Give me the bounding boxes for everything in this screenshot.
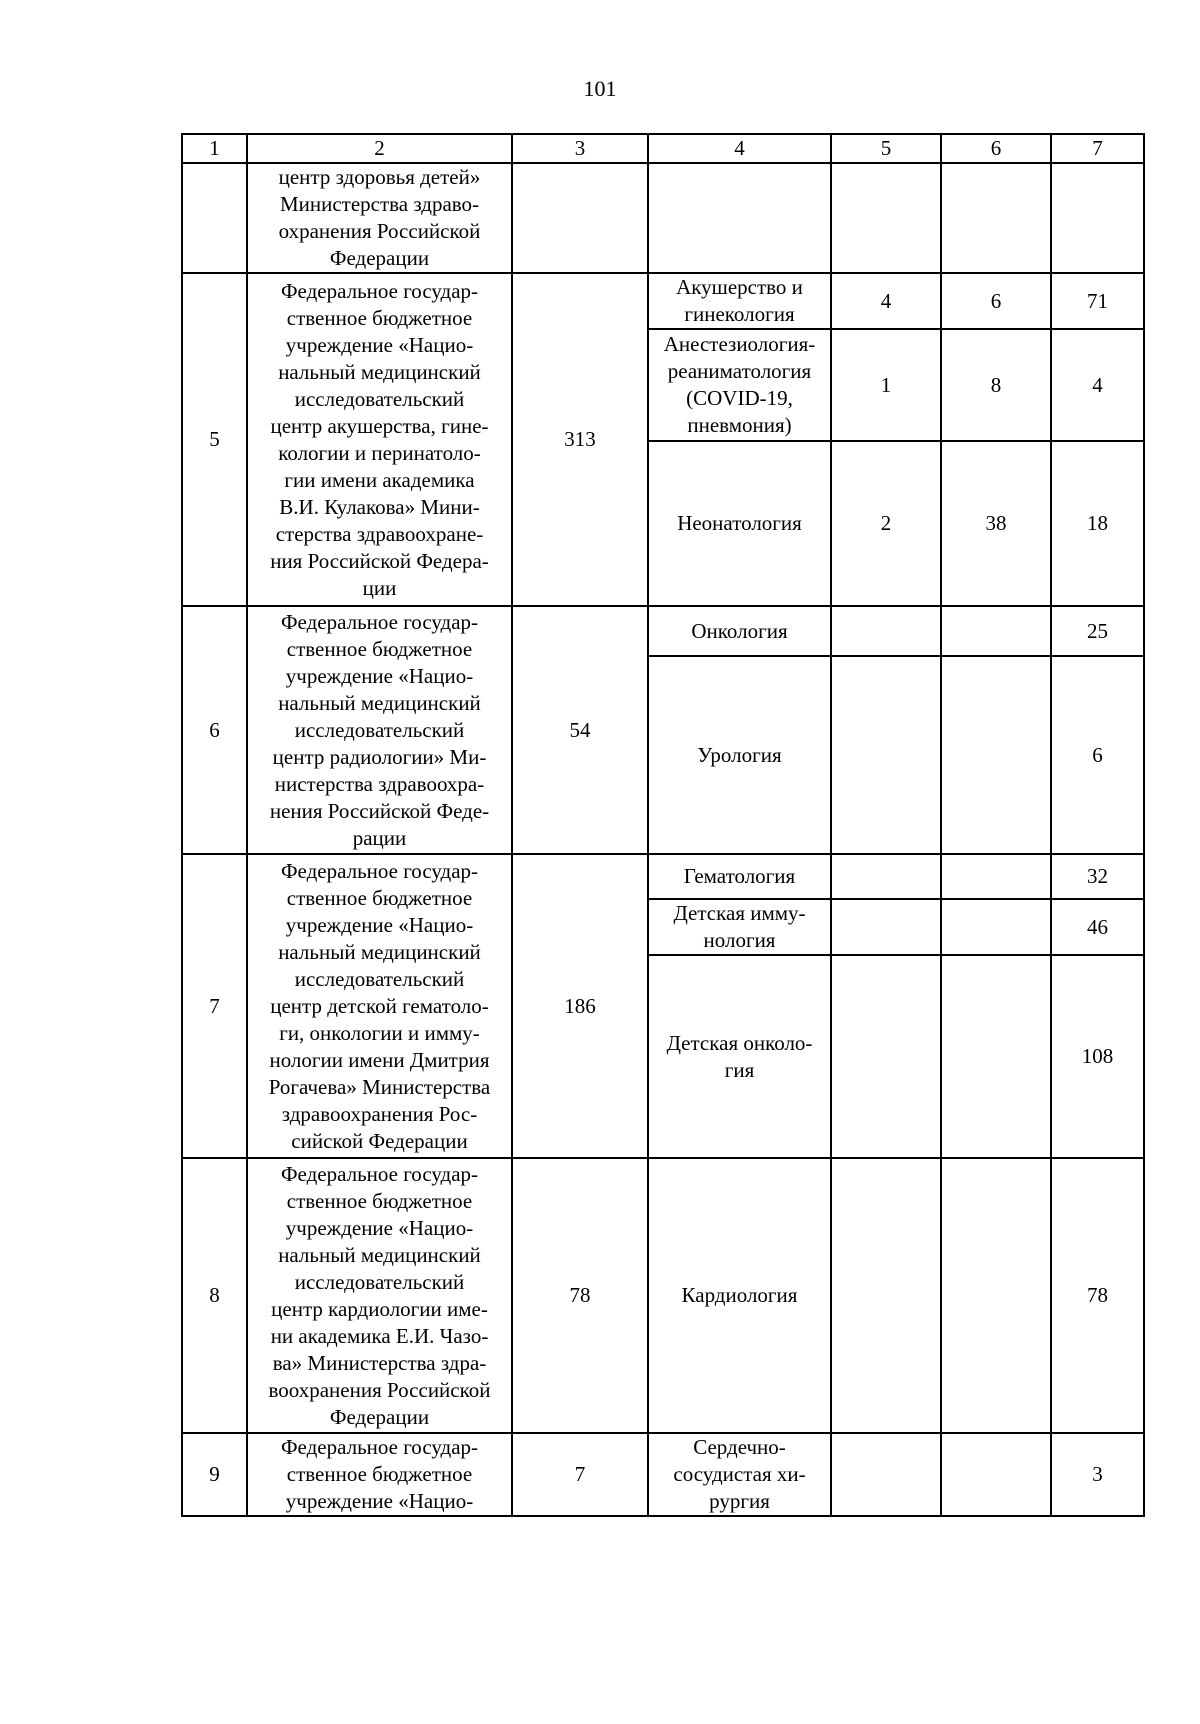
profile-name: Детская имму- нология [648,899,831,955]
value-cell [941,854,1051,899]
value-cell: 32 [1051,854,1144,899]
allocation-table [181,133,1145,1517]
value-cell [941,606,1051,656]
row-number: 5 [182,273,247,606]
column-number: 4 [648,134,831,163]
table-row [182,273,1144,329]
profile-name: Кардиология [648,1158,831,1433]
row-number: 8 [182,1158,247,1433]
value-cell: 3 [1051,1433,1144,1516]
value-cell: 25 [1051,606,1144,656]
column-number: 3 [512,134,648,163]
value-cell: 2 [831,441,941,606]
value-cell [941,1433,1051,1516]
profile-name: Сердечно- сосудистая хи- рургия [648,1433,831,1516]
table-row [182,1433,1144,1516]
institution-name: Федеральное государ- ственное бюджетное учреждение «Нацио- нальный медицинский исследовательский центр детской гематоло- ги, онкологии и имму- нологии имени Дмитрия Рогачева» Министерства здравоохранения Рос- сийской Федерации [247,854,512,1158]
value-cell [941,163,1051,273]
column-number: 2 [247,134,512,163]
page-number: 101 [583,76,617,101]
column-number-row [182,134,1144,163]
total-cell: 7 [512,1433,648,1516]
value-cell: 78 [1051,1158,1144,1433]
value-cell [941,656,1051,854]
value-cell: 6 [941,273,1051,329]
total-cell: 78 [512,1158,648,1433]
total-cell [512,163,648,273]
value-cell [831,955,941,1158]
value-cell [831,656,941,854]
profile-name: Анестезиология- реаниматология (COVID-19, пневмония) [648,329,831,441]
profile-name: Урология [648,656,831,854]
institution-name: Федеральное государ- ственное бюджетное учреждение «Нацио- нальный медицинский исследовательский центр кардиологии име- ни академика Е.И. Чазо- ва» Министерства здра- воохранения Российской Федерации [247,1158,512,1433]
value-cell: 4 [831,273,941,329]
total-cell: 313 [512,273,648,606]
value-cell [831,163,941,273]
institution-name: Федеральное государ- ственное бюджетное учреждение «Нацио- нальный медицинский исследовательский центр акушерства, гине- кологии и перинатоло- гии имени академика В.И. Кулакова» Мини- стерства здравоохране- ния Российской Федера- ции [247,273,512,606]
value-cell: 8 [941,329,1051,441]
value-cell: 46 [1051,899,1144,955]
row-number-cell [182,163,247,273]
total-cell: 186 [512,854,648,1158]
value-cell [1051,163,1144,273]
value-cell [941,1158,1051,1433]
institution-name: Федеральное государ- ственное бюджетное учреждение «Нацио- нальный медицинский исследовательский центр радиологии» Ми- нистерства здравоохра- нения Российской Феде- рации [247,606,512,854]
profile-name: Акушерство и гинекология [648,273,831,329]
row-number: 7 [182,854,247,1158]
column-number: 6 [941,134,1051,163]
value-cell [941,899,1051,955]
value-cell [831,1433,941,1516]
profile-cell [648,163,831,273]
table-row [182,606,1144,656]
profile-name: Гематология [648,854,831,899]
profile-name: Онкология [648,606,831,656]
value-cell [831,899,941,955]
value-cell: 18 [1051,441,1144,606]
value-cell [831,1158,941,1433]
value-cell: 4 [1051,329,1144,441]
row-number: 9 [182,1433,247,1516]
total-cell: 54 [512,606,648,854]
institution-name: Федеральное государ- ственное бюджетное учреждение «Нацио- [247,1433,512,1516]
table-row [182,854,1144,899]
value-cell: 71 [1051,273,1144,329]
value-cell: 1 [831,329,941,441]
value-cell: 6 [1051,656,1144,854]
column-number: 5 [831,134,941,163]
value-cell [831,854,941,899]
continuation-row [182,163,1144,273]
value-cell: 108 [1051,955,1144,1158]
profile-name: Неонатология [648,441,831,606]
value-cell [941,955,1051,1158]
value-cell: 38 [941,441,1051,606]
table-row [182,1158,1144,1433]
row-number: 6 [182,606,247,854]
value-cell [831,606,941,656]
profile-name: Детская онколо- гия [648,955,831,1158]
column-number: 1 [182,134,247,163]
institution-name: центр здоровья детей» Министерства здраво- охранения Российской Федерации [247,163,512,273]
column-number: 7 [1051,134,1144,163]
